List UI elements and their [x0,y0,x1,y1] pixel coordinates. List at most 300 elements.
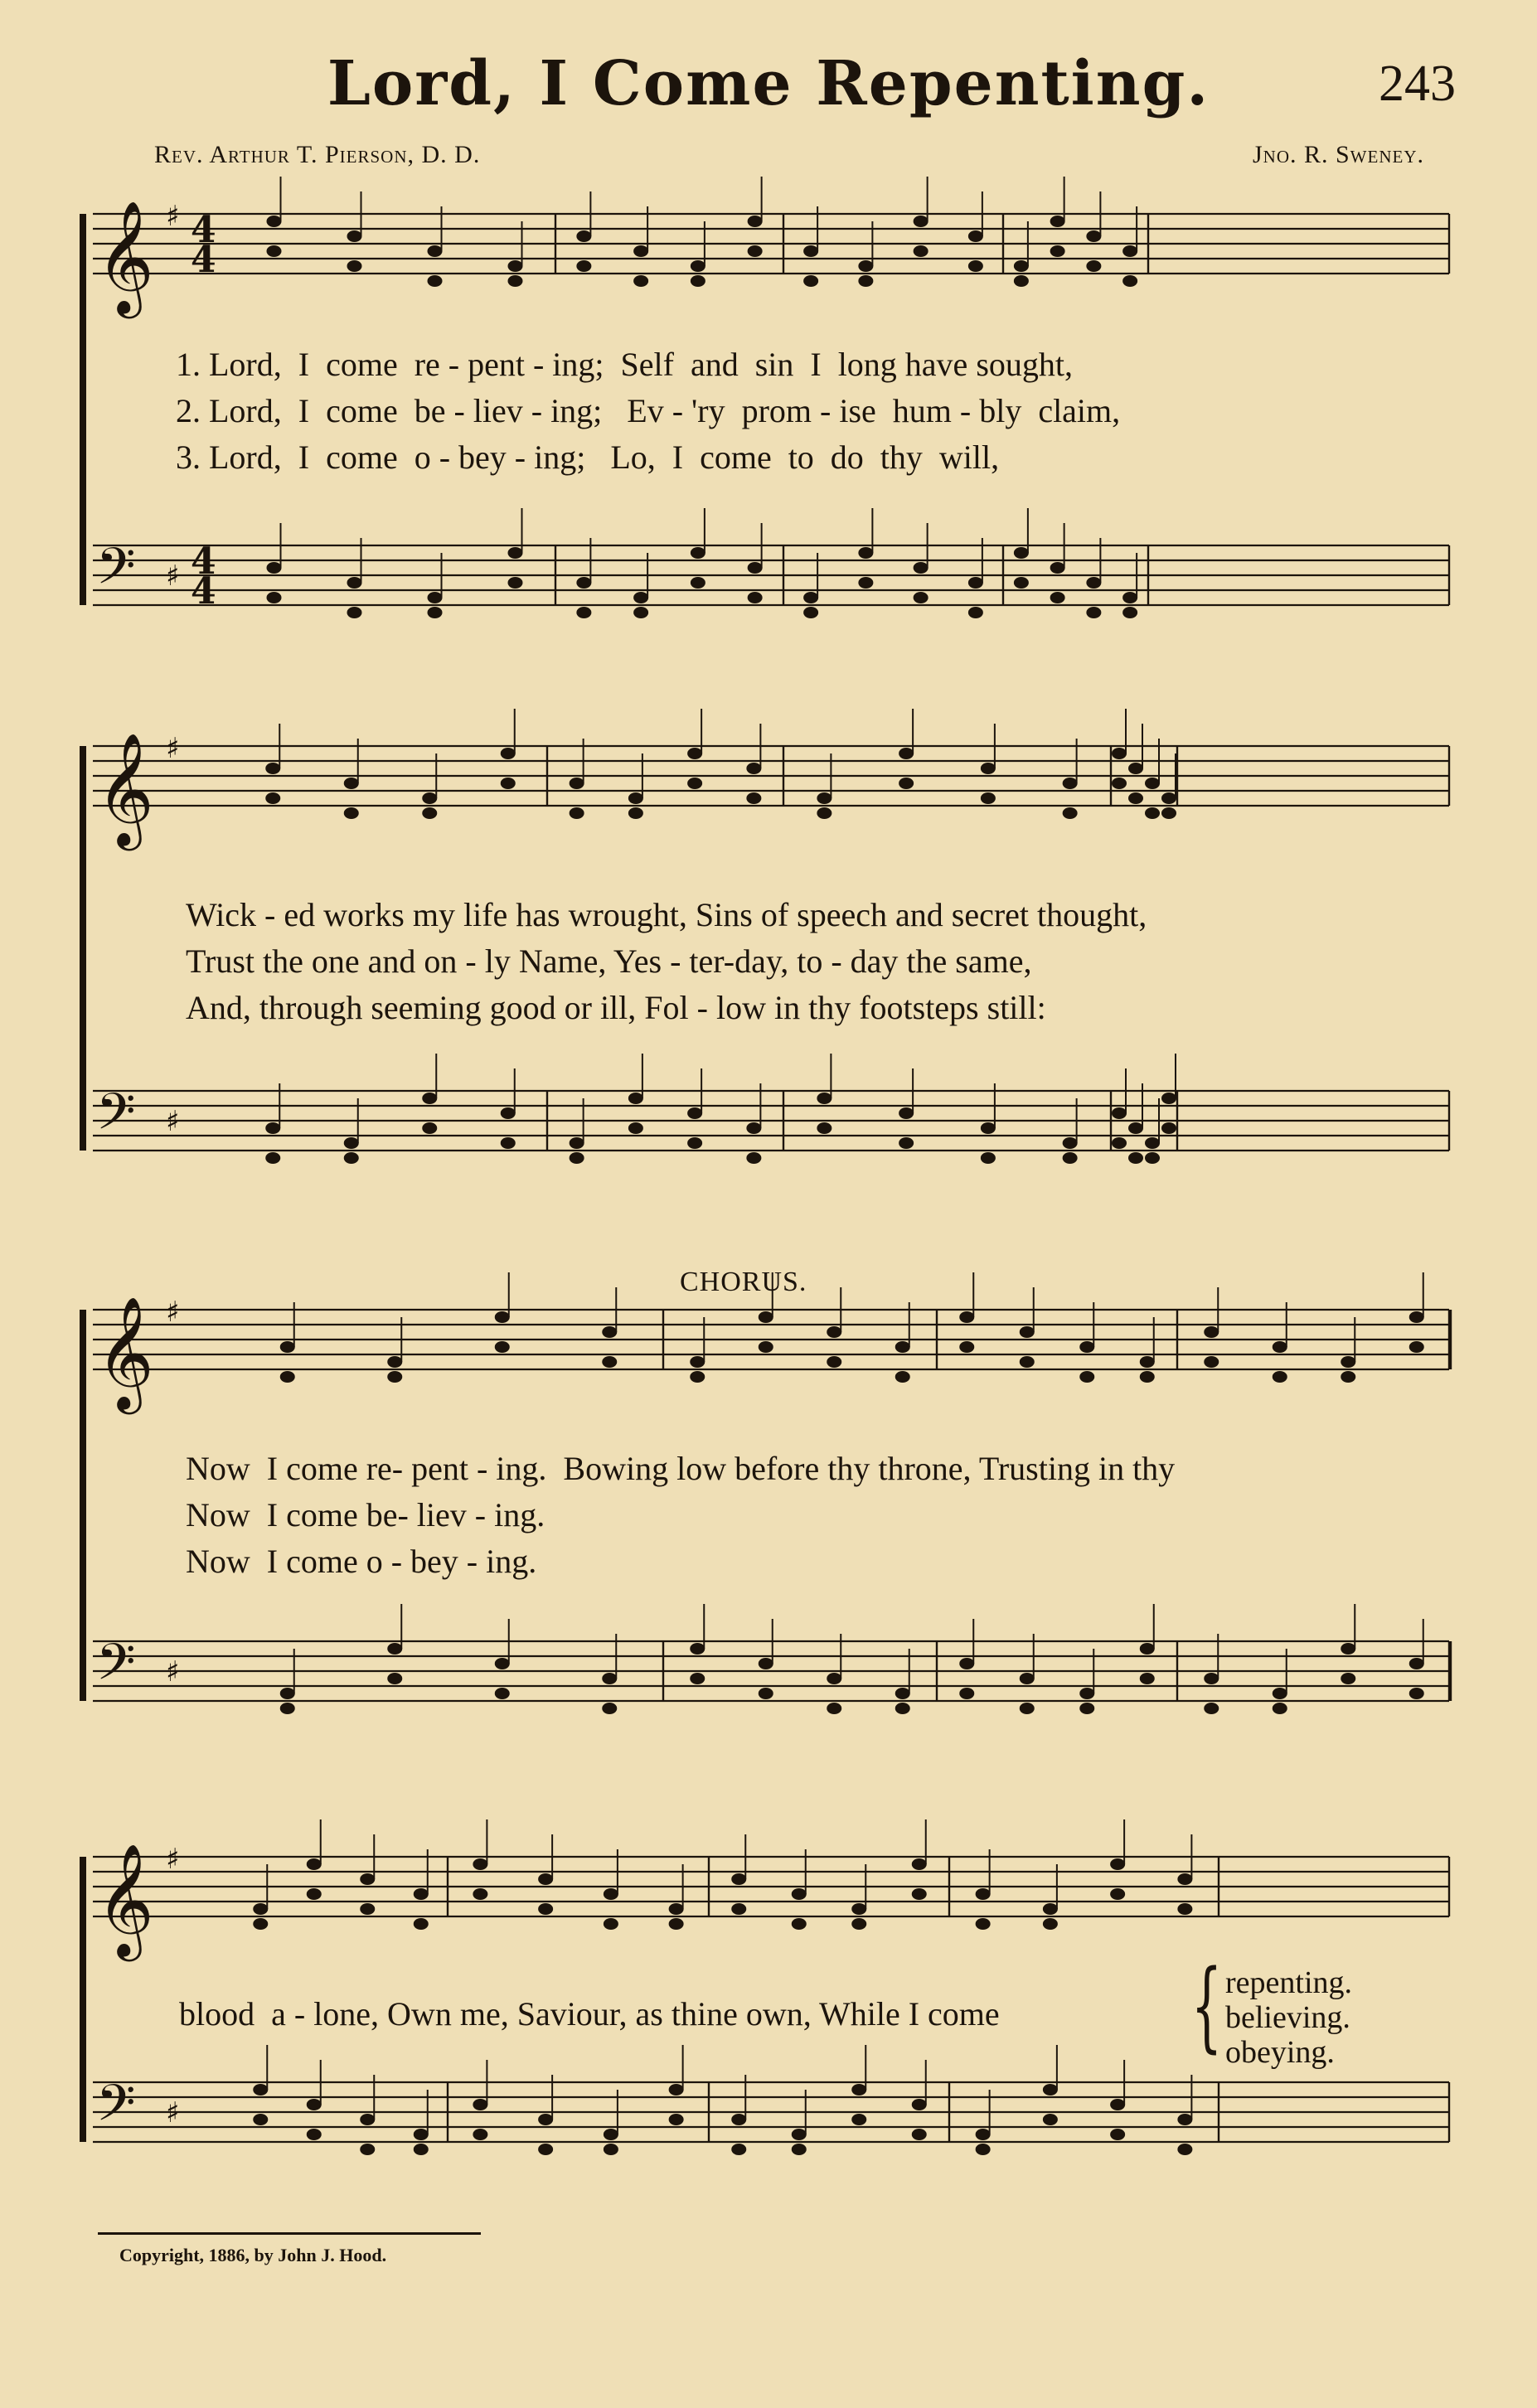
notehead [344,1137,359,1149]
notehead [690,1356,705,1368]
notehead [746,1152,761,1164]
notehead [731,2114,746,2125]
notehead [1110,2129,1125,2140]
notehead [501,1137,516,1149]
notehead [422,1093,437,1104]
notehead [1273,1341,1287,1353]
time-signature: 4 [191,209,216,251]
notehead [633,245,648,257]
notehead [633,275,648,287]
notehead [501,778,516,789]
clef-glyph: 𝄞 [96,1842,154,1956]
page-number: 243 [1379,56,1456,112]
notehead [687,1137,702,1149]
notehead [628,807,643,819]
notehead [633,607,648,618]
notehead [968,260,983,272]
notehead [360,2114,375,2125]
notehead [748,562,763,574]
notehead [748,216,763,227]
notehead [1409,1341,1424,1353]
notehead [628,1122,643,1134]
notehead [858,577,873,589]
notehead [576,260,591,272]
notehead [914,216,929,227]
notehead [280,1688,295,1699]
notehead [508,577,523,589]
notehead [981,792,996,804]
notehead [495,1311,510,1323]
notehead [1341,1673,1355,1684]
copyright-notice: Copyright, 1886, by John J. Hood. [119,2245,387,2265]
notehead [538,2114,553,2125]
notehead [1086,230,1101,242]
notehead [1204,1673,1219,1684]
system-bracket [80,214,86,605]
ending-brace: { [1190,1948,1223,2062]
notehead [912,2099,927,2110]
notehead [959,1658,974,1669]
notehead [981,763,996,774]
notehead [759,1658,773,1669]
notehead [501,1107,516,1119]
notehead [792,2144,807,2155]
clef-glyph: 𝄢 [96,1083,136,1154]
notehead [1063,778,1078,789]
notehead [1020,1356,1035,1368]
notehead [817,1093,832,1104]
notehead [803,275,818,287]
notehead [1140,1673,1155,1684]
notehead [604,1888,618,1900]
chorus-line-2: Now I come be- liev - ing. [186,1496,545,1533]
notehead [508,547,523,559]
notehead [1063,1137,1078,1149]
notehead [501,748,516,759]
notehead [344,807,359,819]
notehead [817,807,832,819]
notehead [1086,577,1101,589]
notehead [1122,607,1137,618]
notehead [576,230,591,242]
composer-credit: Jno. R. Sweney. [1252,141,1424,168]
notehead [976,1918,991,1930]
notehead [570,1137,584,1149]
notehead [473,1888,487,1900]
time-signature: 4 [191,540,216,583]
notehead [428,245,443,257]
hymn-title: Lord, I Come Repenting. [327,48,1210,119]
notehead [508,260,523,272]
notehead [690,1673,705,1684]
notehead [687,778,702,789]
notehead [895,1371,910,1383]
verse-3-line-1: 3. Lord, I come o - bey - ing; Lo, I come to do thy will, [176,438,1000,476]
notehead [899,778,914,789]
notehead [895,1703,910,1714]
notehead [1063,1152,1078,1164]
notehead [1273,1688,1287,1699]
notehead [473,1858,487,1870]
notehead [827,1673,841,1684]
notehead [912,1858,927,1870]
notehead [267,562,282,574]
notehead [1128,1152,1143,1164]
notehead [976,1888,991,1900]
system-bracket [80,1857,86,2142]
notehead [1079,1688,1094,1699]
notehead [976,2129,991,2140]
notehead [1050,562,1065,574]
notehead [899,1137,914,1149]
notehead [1112,778,1127,789]
notehead [576,607,591,618]
notehead [253,1918,268,1930]
notehead [307,1858,322,1870]
notehead [858,547,873,559]
notehead [267,592,282,603]
verse-1-line-2: Wick - ed works my life has wrought, Sins of speech and secret thought, [186,896,1147,933]
verse-2-line-2: Trust the one and on - ly Name, Yes - ter-day, to - day the same, [186,942,1032,980]
notehead [508,275,523,287]
ending-believing: believing. [1225,2000,1350,2035]
notehead [473,2099,487,2110]
notehead [895,1688,910,1699]
notehead [604,2144,618,2155]
notehead [1409,1688,1424,1699]
notehead [981,1122,996,1134]
notehead [422,807,437,819]
notehead [602,1326,617,1338]
verse-1-line-1: 1. Lord, I come re - pent - ing; Self and sin I long have sought, [176,346,1073,383]
notehead [253,2084,268,2095]
notehead [280,1371,295,1383]
notehead [602,1673,617,1684]
notehead [1043,1918,1058,1930]
notehead [414,1918,429,1930]
notehead [414,2129,429,2140]
notehead [1145,1152,1160,1164]
notehead [669,1903,684,1915]
notehead [1409,1311,1424,1323]
notehead [1122,275,1137,287]
key-sharp: ♯ [166,1655,180,1689]
notehead [570,1152,584,1164]
notehead [759,1688,773,1699]
notehead [1128,1122,1143,1134]
notehead [628,1093,643,1104]
notehead [746,1122,761,1134]
notehead [604,1918,618,1930]
notehead [899,1107,914,1119]
ending-obeying: obeying. [1225,2035,1335,2070]
notehead [827,1356,841,1368]
notehead [690,1371,705,1383]
notehead [691,260,705,272]
notehead [1043,2114,1058,2125]
notehead [912,1888,927,1900]
time-signature: 4 [191,239,216,281]
system-bracket [80,746,86,1151]
key-sharp: ♯ [166,1105,180,1138]
notehead [803,592,818,603]
notehead [914,562,929,574]
notehead [1341,1371,1355,1383]
notehead [1161,1122,1176,1134]
notehead [387,1371,402,1383]
notehead [968,230,983,242]
clef-glyph: 𝄞 [96,731,154,845]
notehead [1020,1703,1035,1714]
notehead [858,275,873,287]
notehead [387,1356,402,1368]
notehead [1341,1643,1355,1655]
notehead [759,1311,773,1323]
notehead [914,245,929,257]
notehead [1140,1356,1155,1368]
notehead [792,1888,807,1900]
notehead [1079,1703,1094,1714]
notehead [1112,1137,1127,1149]
notehead [1177,2114,1192,2125]
notehead [792,1918,807,1930]
notehead [265,763,280,774]
notehead [1079,1371,1094,1383]
notehead [414,1888,429,1900]
notehead [253,2114,268,2125]
notehead [414,2144,429,2155]
notehead [1014,577,1029,589]
notehead [267,245,282,257]
key-sharp: ♯ [166,1296,180,1329]
notehead [1043,1903,1058,1915]
clef-glyph: 𝄢 [96,1633,136,1704]
notehead [267,216,282,227]
notehead [307,2099,322,2110]
notehead [1079,1341,1094,1353]
chorus-line-3: Now I come o - bey - ing. [186,1543,537,1580]
notehead [1112,1107,1127,1119]
notehead [604,2129,618,2140]
notehead [851,1918,866,1930]
notehead [1204,1356,1219,1368]
system-bracket [80,1310,86,1701]
clef-glyph: 𝄞 [96,199,154,313]
chorus-label: CHORUS. [680,1267,807,1297]
notehead [899,748,914,759]
notehead [1409,1658,1424,1669]
notehead [1020,1326,1035,1338]
notehead [1063,807,1078,819]
notehead [602,1356,617,1368]
verse-2-line-1: 2. Lord, I come be - liev - ing; Ev - 'ry prom - ise hum - bly claim, [176,392,1121,429]
notehead [347,260,362,272]
notehead [669,2084,684,2095]
notehead [344,1152,359,1164]
notehead [827,1703,841,1714]
notehead [347,607,362,618]
notehead [428,607,443,618]
notehead [628,792,643,804]
ending-repenting: repenting. [1225,1965,1353,2000]
notehead [422,1122,437,1134]
notehead [1050,245,1065,257]
notehead [1140,1371,1155,1383]
notehead [914,592,929,603]
notehead [280,1703,295,1714]
notehead [1050,216,1065,227]
key-sharp: ♯ [166,1843,180,1876]
notehead [280,1341,295,1353]
clef-glyph: 𝄢 [96,537,136,608]
notehead [817,1122,832,1134]
notehead [687,1107,702,1119]
notehead [1110,1858,1125,1870]
notehead [428,275,443,287]
time-signature: 4 [191,570,216,613]
notehead [1177,1903,1192,1915]
notehead [602,1703,617,1714]
notehead [748,592,763,603]
notehead [690,1643,705,1655]
notehead [895,1341,910,1353]
notehead [792,2129,807,2140]
notehead [1273,1703,1287,1714]
notehead [1177,2144,1192,2155]
notehead [968,577,983,589]
notehead [981,1152,996,1164]
notehead [1161,792,1176,804]
notehead [576,577,591,589]
notehead [1140,1643,1155,1655]
notehead [827,1326,841,1338]
notehead [307,2129,322,2140]
chorus-line-1: Now I come re- pent - ing. Bowing low before thy throne, Trusting in thy [186,1450,1176,1487]
notehead [1020,1673,1035,1684]
notehead [968,607,983,618]
notehead [347,577,362,589]
notehead [538,1903,553,1915]
notehead [387,1673,402,1684]
notehead [1014,275,1029,287]
notehead [1122,592,1137,603]
notehead [1204,1326,1219,1338]
notehead [803,245,818,257]
key-sharp: ♯ [166,732,180,765]
notehead [669,2114,684,2125]
notehead [1145,807,1160,819]
notehead [959,1341,974,1353]
notehead [1043,2084,1058,2095]
notehead [495,1658,510,1669]
footer-rule [98,2232,481,2235]
clef-glyph: 𝄢 [96,2074,136,2145]
notehead [538,1873,553,1885]
notehead [265,1152,280,1164]
notehead [1014,260,1029,272]
notehead [422,792,437,804]
notehead [691,275,705,287]
verse-3-line-2: And, through seeming good or ill, Fol - low in thy footsteps still: [186,989,1046,1026]
notehead [851,2084,866,2095]
notehead [387,1643,402,1655]
notehead [746,792,761,804]
notehead [858,260,873,272]
notehead [495,1341,510,1353]
notehead [803,607,818,618]
notehead [687,748,702,759]
notehead [344,778,359,789]
notehead [633,592,648,603]
notehead [360,2144,375,2155]
notehead [959,1688,974,1699]
notehead [360,1873,375,1885]
notehead [570,778,584,789]
notehead [1110,1888,1125,1900]
key-sharp: ♯ [166,200,180,233]
notehead [1177,1873,1192,1885]
notehead [1128,792,1143,804]
notehead [1145,1137,1160,1149]
notehead [538,2144,553,2155]
notehead [360,1903,375,1915]
notehead [746,763,761,774]
notehead [1014,547,1029,559]
notehead [976,2144,991,2155]
notehead [959,1311,974,1323]
notehead [428,592,443,603]
notehead [265,792,280,804]
notehead [1341,1356,1355,1368]
notehead [307,1888,322,1900]
lyricist-credit: Rev. Arthur T. Pierson, D. D. [154,141,481,168]
notehead [759,1341,773,1353]
notehead [691,577,705,589]
notehead [473,2129,487,2140]
notehead [347,230,362,242]
notehead [1161,1093,1176,1104]
notehead [1112,748,1127,759]
notehead [1086,260,1101,272]
notehead [731,1873,746,1885]
notehead [851,1903,866,1915]
notehead [570,807,584,819]
notehead [1145,778,1160,789]
notehead [1086,607,1101,618]
notehead [1273,1371,1287,1383]
notehead [731,2144,746,2155]
notehead [748,245,763,257]
notehead [1122,245,1137,257]
clef-glyph: 𝄞 [96,1295,154,1409]
notehead [1128,763,1143,774]
notehead [1050,592,1065,603]
notehead [265,1122,280,1134]
notehead [1161,807,1176,819]
notehead [669,1918,684,1930]
notehead [1204,1703,1219,1714]
notehead [1110,2099,1125,2110]
notehead [253,1903,268,1915]
notehead [495,1688,510,1699]
notehead [731,1903,746,1915]
key-sharp: ♯ [166,560,180,593]
chorus-line-4: blood a - lone, Own me, Saviour, as thine own, While I come [179,1995,1000,2033]
key-sharp: ♯ [166,2096,180,2129]
notehead [912,2129,927,2140]
notehead [851,2114,866,2125]
notehead [817,792,832,804]
